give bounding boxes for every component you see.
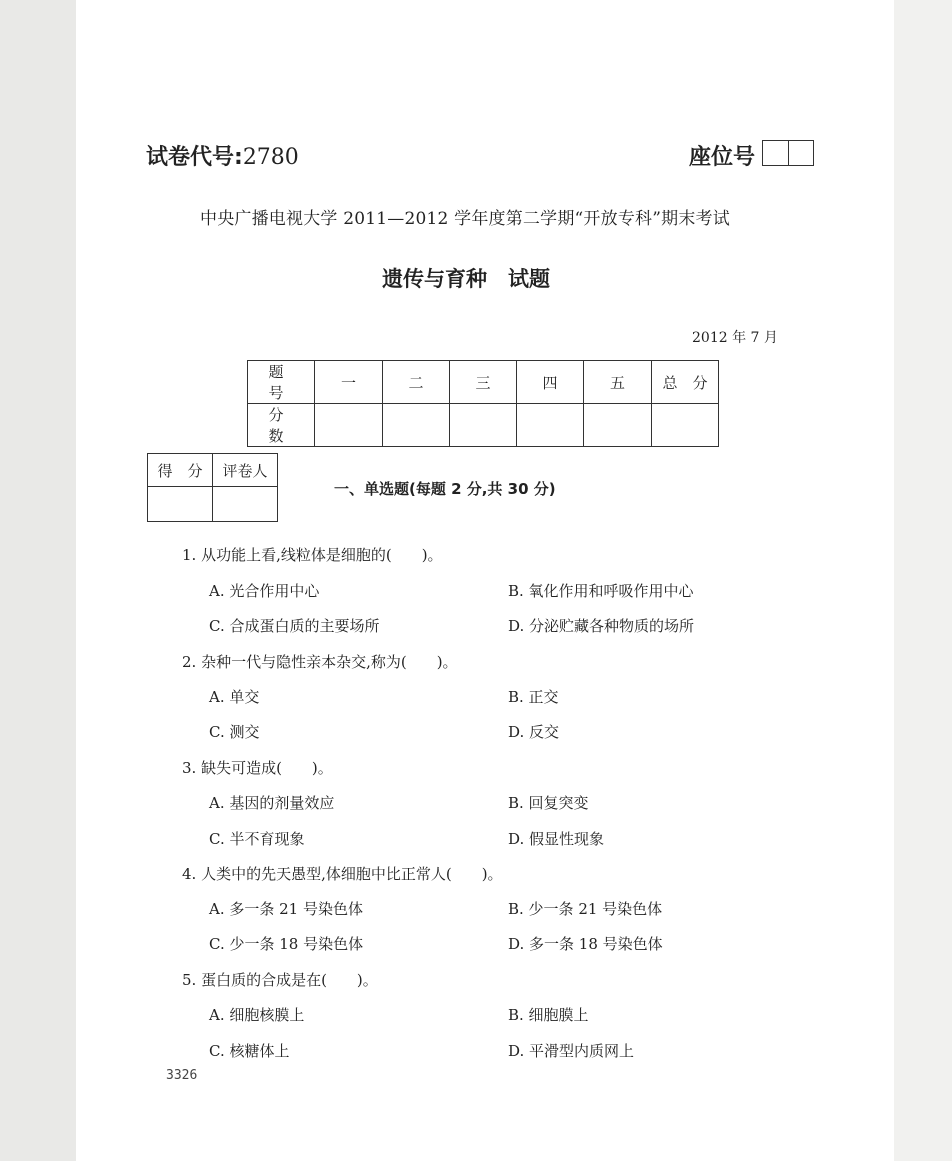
question-stem: 2. 杂种一代与隐性亲本杂交,称为( )。 xyxy=(182,653,458,671)
scan-edge xyxy=(894,0,952,1161)
score-table-score-row xyxy=(248,404,719,447)
option-d: D. 多一条 18 号染色体 xyxy=(508,935,663,953)
question-stem: 4. 人类中的先天愚型,体细胞中比正常人( )。 xyxy=(182,865,503,883)
score-header-cell: 总 分 xyxy=(652,361,719,404)
score-header-cell: 一 xyxy=(315,361,383,404)
score-cell[interactable] xyxy=(315,404,383,447)
university-line: 中央广播电视大学 2011—2012 学年度第二学期“开放专科”期末考试 xyxy=(200,209,730,229)
score-cell[interactable] xyxy=(584,404,652,447)
paper-code-value: 2780 xyxy=(242,145,299,170)
option-d: D. 假显性现象 xyxy=(508,830,605,848)
option-b: B. 回复突变 xyxy=(508,794,589,812)
score-header-cell: 四 xyxy=(517,361,584,404)
page-footer-code: 3326 xyxy=(166,1068,198,1083)
option-c: C. 半不育现象 xyxy=(209,830,305,848)
option-a: A. 细胞核膜上 xyxy=(209,1006,305,1024)
score-cell[interactable] xyxy=(517,404,584,447)
paper-code xyxy=(146,140,299,171)
option-c: C. 测交 xyxy=(209,723,260,741)
score-cell[interactable] xyxy=(383,404,450,447)
option-b: B. 正交 xyxy=(508,688,559,706)
option-a: A. 单交 xyxy=(209,688,260,706)
grader-name-cell[interactable] xyxy=(213,487,278,522)
score-cell[interactable] xyxy=(450,404,517,447)
grader-score-header: 得 分 xyxy=(148,454,213,487)
question-stem: 5. 蛋白质的合成是在( )。 xyxy=(182,971,378,989)
exam-title: 遗传与育种 试题 xyxy=(382,267,550,291)
score-header-cell: 三 xyxy=(450,361,517,404)
score-header-cell: 题 号 xyxy=(248,361,315,404)
grader-table xyxy=(147,453,278,522)
seat-number-box[interactable] xyxy=(762,140,814,166)
option-b: B. 细胞膜上 xyxy=(508,1006,589,1024)
option-a: A. 基因的剂量效应 xyxy=(209,794,335,812)
option-c: C. 核糖体上 xyxy=(209,1042,290,1060)
option-d: D. 分泌贮藏各种物质的场所 xyxy=(508,617,695,635)
exam-date: 2012 年 7 月 xyxy=(692,330,778,346)
question-stem: 1. 从功能上看,线粒体是细胞的( )。 xyxy=(182,546,443,564)
score-header-cell: 二 xyxy=(383,361,450,404)
option-c: C. 合成蛋白质的主要场所 xyxy=(209,617,380,635)
option-d: D. 平滑型内质网上 xyxy=(508,1042,635,1060)
option-b: B. 少一条 21 号染色体 xyxy=(508,900,663,918)
score-header-cell: 五 xyxy=(584,361,652,404)
paper-code-label: 试卷代号: xyxy=(146,145,243,170)
score-table xyxy=(247,360,719,447)
option-a: A. 多一条 21 号染色体 xyxy=(209,900,363,918)
grader-name-header: 评卷人 xyxy=(213,454,278,487)
seat-label: 座位号 xyxy=(689,145,756,170)
score-row-label: 分 数 xyxy=(248,404,315,447)
question-stem: 3. 缺失可造成( )。 xyxy=(182,759,333,777)
option-d: D. 反交 xyxy=(508,723,560,741)
grader-score-cell[interactable] xyxy=(148,487,213,522)
option-a: A. 光合作用中心 xyxy=(209,582,320,600)
option-c: C. 少一条 18 号染色体 xyxy=(209,935,364,953)
score-table-header-row xyxy=(248,361,719,404)
option-b: B. 氧化作用和呼吸作用中心 xyxy=(508,582,694,600)
section-title: 一、单选题(每题 2 分,共 30 分) xyxy=(334,480,556,498)
score-cell[interactable] xyxy=(652,404,719,447)
